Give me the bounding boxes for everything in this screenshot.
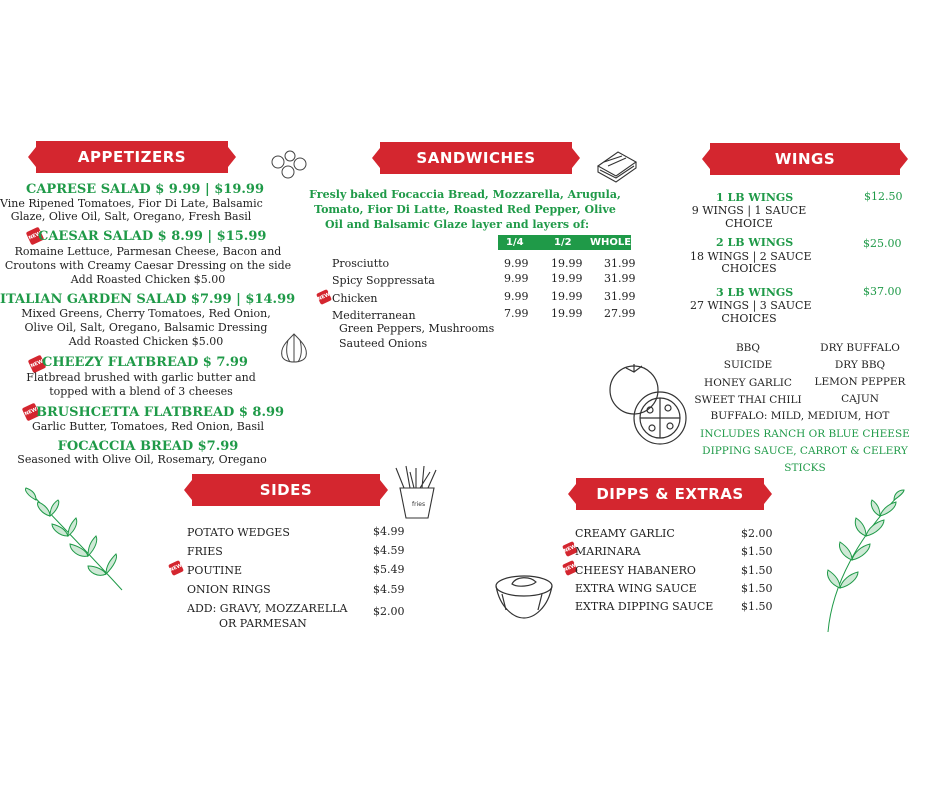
tomato-icon [604,362,690,448]
sandwich-desc: Green Peppers, Mushrooms [339,322,495,335]
wing-desc: CHOICE [725,217,773,230]
side-name: POUTINE [187,564,243,577]
appetizer-desc: Olive Oil, Salt, Oregano, Balsamic Dressing [24,321,268,334]
sauce-option: CAJUN [841,393,879,405]
wing-desc: 18 WINGS | 2 SAUCE [690,250,812,263]
appetizers-banner: APPETIZERS [36,141,228,173]
side-price: $4.99 [373,525,405,538]
dipps-banner: DIPPS & EXTRAS [576,478,764,510]
wing-title: 3 LB WINGS [716,286,794,299]
side-price: $2.00 [373,605,405,618]
sauce-option: SUICIDE [723,359,773,371]
dipp-name: CREAMY GARLIC [575,527,675,540]
sandwich-name: Mediterranean [332,309,416,322]
sandwich-price: 19.99 [551,272,583,285]
leaf-branch-right-icon [808,486,908,636]
appetizer-desc: topped with a blend of 3 cheeses [49,385,233,398]
appetizer-desc: Croutons with Creamy Caesar Dressing on the side [4,259,292,272]
sandwich-price: 31.99 [604,272,636,285]
new-badge: NEW [26,227,45,246]
new-badge: NEW [168,560,184,576]
appetizer-title: CHEEZY FLATBREAD $ 7.99 [42,355,248,370]
sandwich-icon [594,148,640,188]
size-whole: WHOLE [590,237,632,248]
sides-banner: SIDES [192,474,380,506]
dipp-price: $1.50 [741,564,773,577]
appetizer-desc: Seasoned with Olive Oil, Rosemary, Oregano [17,453,267,466]
sandwich-price: 31.99 [604,290,636,303]
wing-desc: 9 WINGS | 1 SAUCE [691,204,807,217]
sandwich-name: Spicy Soppressata [332,274,435,287]
dipp-name: EXTRA WING SAUCE [575,582,697,595]
wing-desc: CHOICES [721,262,777,275]
appetizer-desc: Flatbread brushed with garlic butter and [26,371,256,384]
wing-includes: INCLUDES RANCH OR BLUE CHEESE [700,428,910,440]
size-quarter: 1/4 [506,237,524,248]
sandwich-price: 7.99 [504,307,529,320]
new-badge: NEW [562,541,578,557]
dipp-price: $2.00 [741,527,773,540]
sauce-option: BBQ [735,342,761,354]
side-name: ONION RINGS [187,583,271,596]
sauce-option: DRY BBQ [834,359,886,371]
sandwich-price: 19.99 [551,290,583,303]
sandwich-price: 9.99 [504,290,529,303]
sandwich-price: 9.99 [504,272,529,285]
new-badge: NEW [562,560,578,576]
wing-price: $12.50 [864,190,903,203]
side-name: FRIES [187,545,223,558]
side-price: $4.59 [373,544,405,557]
garlic-icon [276,330,312,368]
wing-desc: CHOICES [721,312,777,325]
sandwich-price: 19.99 [551,257,583,270]
buffalo-options: BUFFALO: MILD, MEDIUM, HOT [710,410,890,422]
appetizer-desc: Vine Ripened Tomatoes, Fior Di Late, Balsamic [0,197,263,210]
wing-includes: DIPPING SAUCE, CARROT & CELERY [702,445,908,457]
appetizer-title: FOCACCIA BREAD $7.99 [57,439,239,454]
side-price: $4.59 [373,583,405,596]
dipp-name: EXTRA DIPPING SAUCE [575,600,714,613]
wing-price: $25.00 [863,237,902,250]
dipp-name: CHEESY HABANERO [575,564,696,577]
size-header [498,235,631,250]
appetizer-title: ITALIAN GARDEN SALAD $7.99 | $14.99 [0,292,296,307]
sandwich-intro: Fresly baked Focaccia Bread, Mozzarella, Arugula, [309,188,621,201]
new-badge: NEW [22,403,41,422]
sandwich-name: Chicken [332,292,378,305]
new-badge: NEW [28,355,47,374]
leaf-branch-left-icon [22,486,128,594]
dipp-name: MARINARA [575,545,641,558]
dip-bowl-icon [492,568,556,624]
sandwich-intro: Tomato, Fior Di Latte, Roasted Red Pepper, Olive [314,203,616,216]
side-name-cont: OR PARMESAN [219,617,307,630]
sauce-option: HONEY GARLIC [704,377,792,389]
dipp-price: $1.50 [741,545,773,558]
wing-price: $37.00 [863,285,902,298]
appetizer-desc: Garlic Butter, Tomatoes, Red Onion, Basil [31,420,265,433]
appetizer-title: BRUSHCETTA FLATBREAD $ 8.99 [36,405,285,420]
mushrooms-icon [270,150,310,180]
sandwich-intro: Oil and Balsamic Glaze layer and layers of: [324,218,590,231]
side-name: ADD: GRAVY, MOZZARELLA [187,602,348,615]
wing-includes: STICKS [784,462,826,474]
appetizer-desc: Mixed Greens, Cherry Tomatoes, Red Onion, [21,307,271,320]
sandwich-price: 19.99 [551,307,583,320]
sandwich-desc: Sauteed Onions [339,337,428,350]
wing-title: 1 LB WINGS [716,191,794,204]
side-price: $5.49 [373,563,405,576]
appetizer-desc: Add Roasted Chicken $5.00 [70,273,226,286]
fries-icon [390,464,442,520]
sauce-option: SWEET THAI CHILI [694,394,802,406]
appetizer-desc: Add Roasted Chicken $5.00 [68,335,224,348]
appetizer-desc: Glaze, Olive Oil, Salt, Oregano, Fresh Basil [10,210,252,223]
wing-title: 2 LB WINGS [716,236,794,249]
side-name: POTATO WEDGES [187,526,290,539]
sandwiches-banner: SANDWICHES [380,142,572,174]
sandwich-price: 9.99 [504,257,529,270]
appetizer-title: CAPRESE SALAD $ 9.99 | $19.99 [25,182,264,197]
wings-banner: WINGS [710,143,900,175]
wing-desc: 27 WINGS | 3 SAUCE [690,299,812,312]
sandwich-price: 27.99 [604,307,636,320]
dipp-price: $1.50 [741,582,773,595]
sandwich-price: 31.99 [604,257,636,270]
sauce-option: DRY BUFFALO [820,342,900,354]
dipp-price: $1.50 [741,600,773,613]
new-badge: NEW [316,289,332,305]
appetizer-desc: Romaine Lettuce, Parmesan Cheese, Bacon and [14,245,282,258]
size-half: 1/2 [554,237,572,248]
svg-text:fries: fries [412,501,426,508]
sandwich-name: Prosciutto [332,257,390,270]
appetizer-title: CAESAR SALAD $ 8.99 | $15.99 [38,229,267,244]
sauce-option: LEMON PEPPER [814,376,906,388]
